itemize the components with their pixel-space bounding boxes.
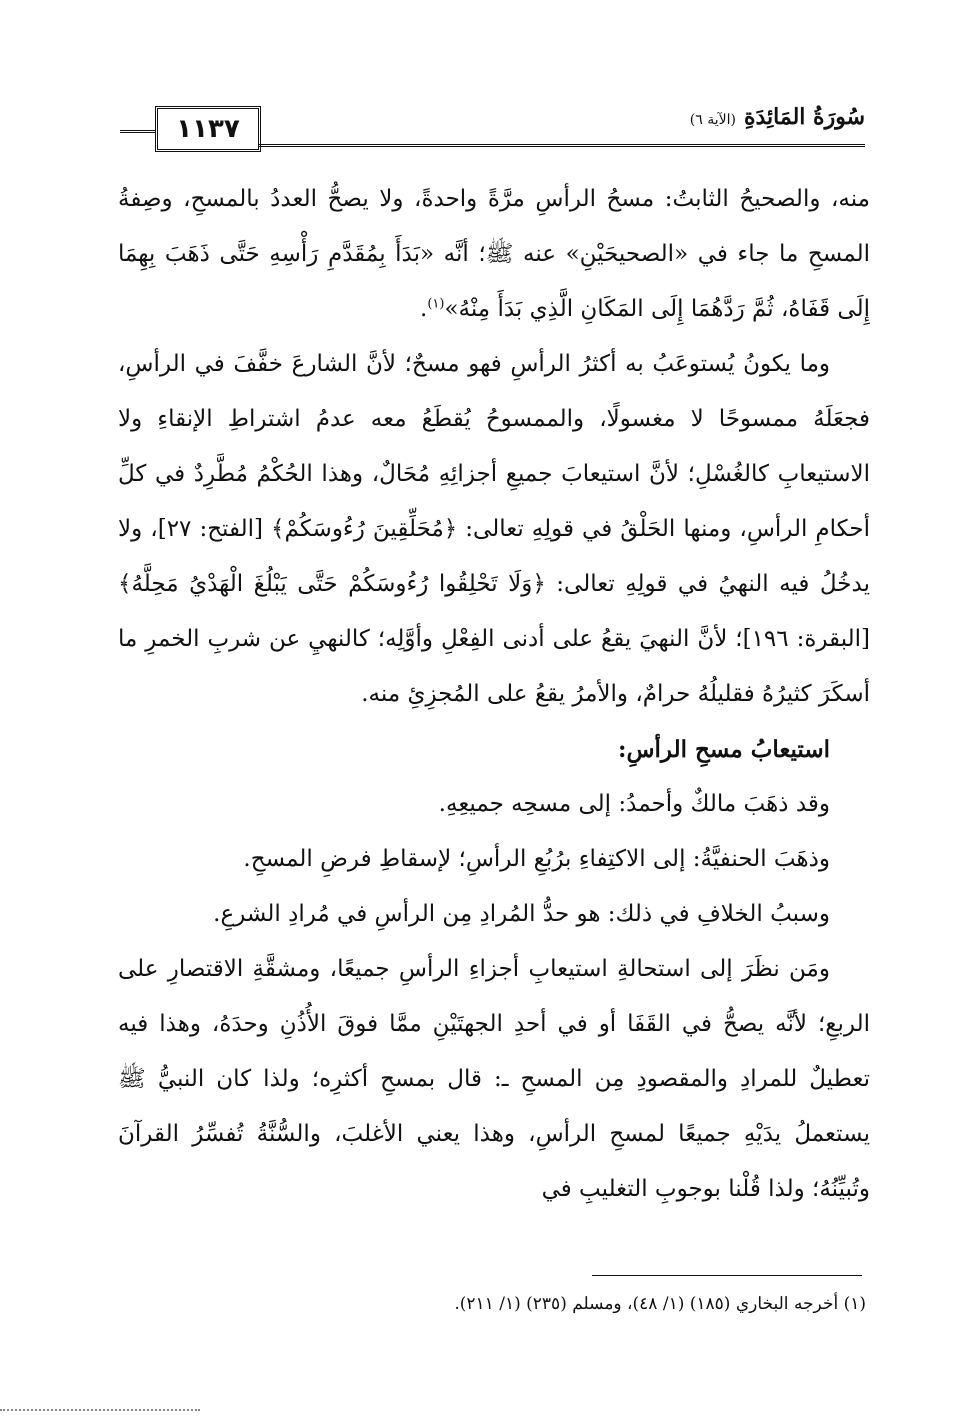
paragraph-6: ومَن نظَرَ إلى استحالةِ استيعابِ أجزاءِ الرأسِ جميعًا، ومشقَّةِ الاقتصارِ على الربعِ؛ لأنَّه يصحُّ في القَفَا أو في أحدِ الجهتَيْنِ ممَّا فوقَ الأُذُنِ وحدَهُ، وهذا فيه تعطيلٌ للمرادِ والمقصودِ مِن المسحِ ـ: قال بمسحِ أكثرِه؛ ولذا كان النبيُّ ﷺ يستعملُ يدَيْهِ جميعًا لمسحِ الرأسِ، وهذا يعني الأغلبَ، والسُّنَّةُ تُفسِّرُ القرآنَ وتُبيِّنُهُ؛ ولذا قُلْنا بوجوبِ التغليبِ في	[118, 956, 870, 1202]
scan-artifact	[0, 1409, 200, 1411]
header-rule-right	[258, 144, 865, 147]
page-header	[120, 100, 865, 158]
paragraph-1	[118, 172, 870, 337]
footnote: (١) أخرجه البخاري (١٨٥) (١/ ٤٨)، ومسلم (٢٣٥) (١/ ٢١١).	[454, 1294, 866, 1314]
paragraph-1-end: .	[420, 296, 428, 322]
section-heading: استيعابُ مسحِ الرأسِ:	[617, 736, 830, 763]
footnote-divider	[592, 1275, 862, 1276]
main-text	[118, 172, 870, 1217]
paragraph-4: وذهَبَ الحنفيَّةُ: إلى الاكتِفاءِ برُبُعِ الرأسِ؛ لإسقاطِ فرضِ المسحِ.	[243, 846, 830, 872]
footnote-marker: (١)	[427, 296, 445, 312]
paragraph-5: وسببُ الخلافِ في ذلك: هو حدُّ المُرادِ مِن الرأسِ في مُرادِ الشرعِ.	[213, 901, 830, 927]
page-number: ١١٣٧	[155, 106, 261, 152]
ayah-reference: (الآية ٦)	[689, 112, 736, 128]
surah-name: سُورَةُ المَائِدَةِ	[743, 104, 865, 130]
paragraph-2: وما يكونُ يُستوعَبُ به أكثرُ الرأسِ فهو مسحٌ؛ لأنَّ الشارعَ خفَّفَ في الرأسِ، فجعَلَهُ ممسوحًا لا مغسولًا، والممسوحُ يُقطَعُ معه عدمُ اشتراطِ الإنقاءِ ولا الاستيعابِ كالغُسْلِ؛ لأنَّ استيعابَ جميعِ أجزائِهِ مُحَالٌ، وهذا الحُكْمُ مُطَّرِدٌ في كلِّ أحكامِ الرأسِ، ومنها الحَلْقُ في قولِهِ تعالى: ﴿مُحَلِّقِينَ رُءُوسَكُمْ﴾ [الفتح: ٢٧]، ولا يدخُلُ فيه النهيُ في قولِهِ تعالى: ﴿وَلَا تَحْلِقُوا رُءُوسَكُمْ حَتَّى يَبْلُغَ الْهَدْيُ مَحِلَّهُ﴾ [البقرة: ١٩٦]؛ لأنَّ النهيَ يقعُ على أدنى الفِعْلِ وأوَّلِه؛ كالنهيِ عن شربِ الخمرِ ما أسكَرَ كثيرُهُ فقليلُهُ حرامٌ، والأمرُ يقعُ على المُجزِئِ منه.	[118, 351, 871, 707]
paragraph-1-text: منه، والصحيحُ الثابتُ: مسحُ الرأسِ مرَّةً واحدةً، ولا يصحُّ العددُ بالمسحِ، وصِفةُ المسحِ ما جاء في «الصحيحَيْنِ» عنه ﷺ؛ أنَّه «بَدَأَ بِمُقَدَّمِ رَأْسِهِ حَتَّى ذَهَبَ بِهِمَا إِلَى قَفَاهُ، ثُمَّ رَدَّهُمَا إِلَى المَكَانِ الَّذِي بَدَأَ مِنْهُ»	[118, 186, 870, 322]
paragraph-3: وقد ذهَبَ مالكٌ وأحمدُ: إلى مسحِه جميعِهِ.	[438, 791, 830, 817]
header-rule-left	[120, 130, 156, 133]
surah-title	[690, 104, 865, 130]
